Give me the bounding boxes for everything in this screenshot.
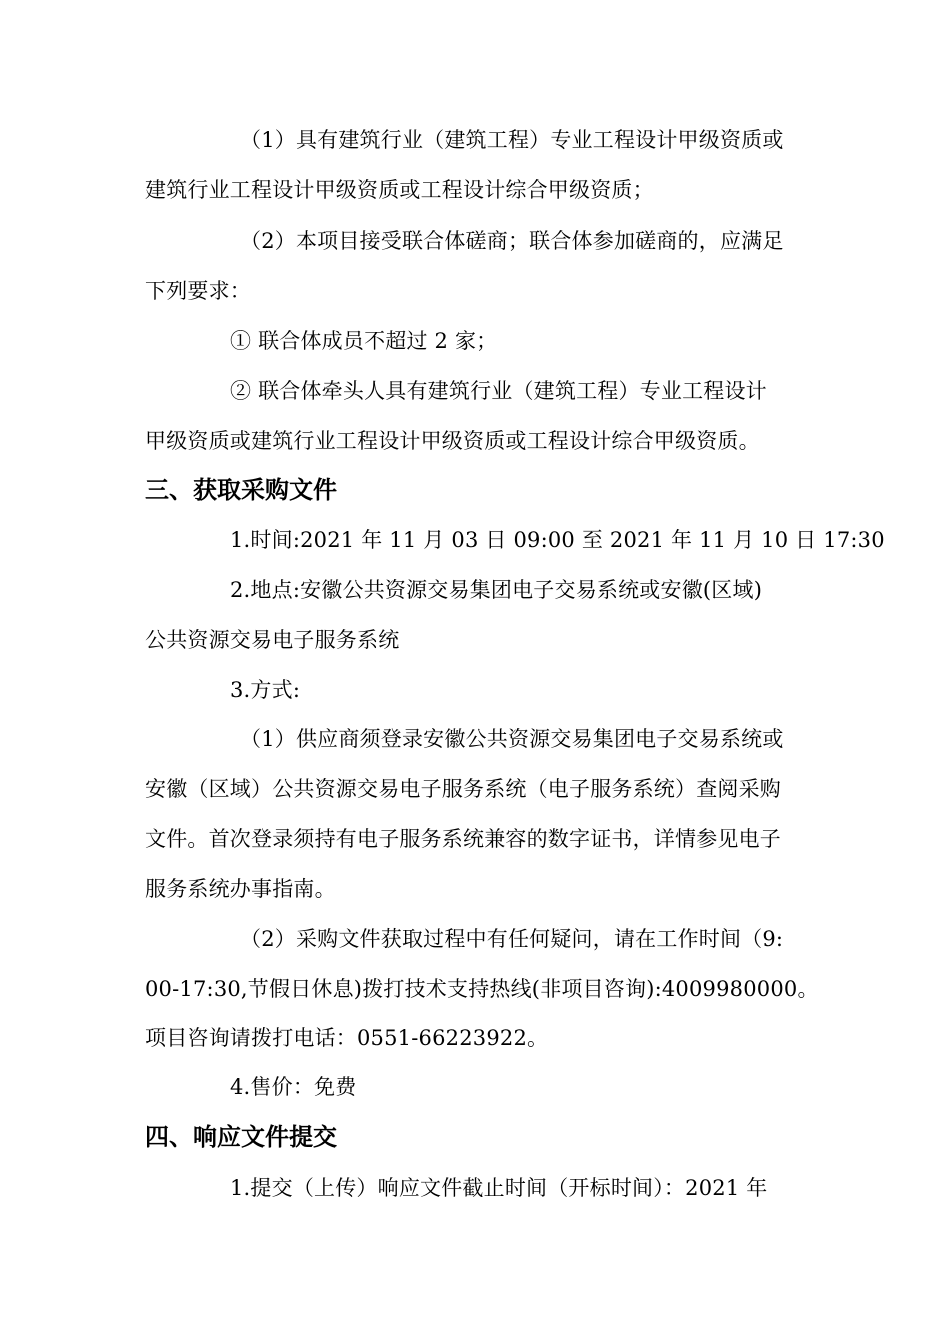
section-3-heading: 三、获取采购文件 [145,476,337,504]
sub-requirement-2-line-2: 甲级资质或建筑行业工程设计甲级资质或工程设计综合甲级资质。 [145,429,760,453]
acquisition-place-line-1: 2.地点:安徽公共资源交易集团电子交易系统或安徽(区域) [230,578,763,602]
acquisition-place-line-2: 公共资源交易电子服务系统 [145,628,400,652]
section-4-heading: 四、响应文件提交 [145,1123,337,1151]
submission-deadline: 1.提交（上传）响应文件截止时间（开标时间）：2021 年 [230,1176,768,1200]
sub-requirement-1: ① 联合体成员不超过 2 家； [230,329,498,353]
requirement-1-line-1: （1）具有建筑行业（建筑工程）专业工程设计甲级资质或 [240,128,784,152]
requirement-1-line-2: 建筑行业工程设计甲级资质或工程设计综合甲级资质； [145,178,654,202]
method-2-line-2: 00-17:30,节假日休息)拨打技术支持热线(非项目咨询):4009980000。 [145,977,819,1001]
requirement-2-line-1: （2）本项目接受联合体磋商；联合体参加磋商的，应满足 [240,229,784,253]
method-1-line-1: （1）供应商须登录安徽公共资源交易集团电子交易系统或 [240,727,784,751]
sub-requirement-2-line-1: ② 联合体牵头人具有建筑行业（建筑工程）专业工程设计 [230,379,767,403]
acquisition-method-label: 3.方式: [230,678,301,702]
method-2-line-3: 项目咨询请拨打电话：0551-66223922。 [145,1026,549,1050]
method-1-line-3: 文件。首次登录须持有电子服务系统兼容的数字证书，详情参见电子 [145,827,781,851]
price: 4.售价：免费 [230,1075,357,1099]
method-1-line-4: 服务系统办事指南。 [145,877,336,901]
method-1-line-2: 安徽（区域）公共资源交易电子服务系统（电子服务系统）查阅采购 [145,777,781,801]
method-2-line-1: （2）采购文件获取过程中有任何疑问，请在工作时间（9: [240,927,784,951]
acquisition-time: 1.时间:2021 年 11 月 03 日 09:00 至 2021 年 11 月 10 日 17:30 [230,528,885,552]
requirement-2-line-2: 下列要求： [145,279,251,303]
